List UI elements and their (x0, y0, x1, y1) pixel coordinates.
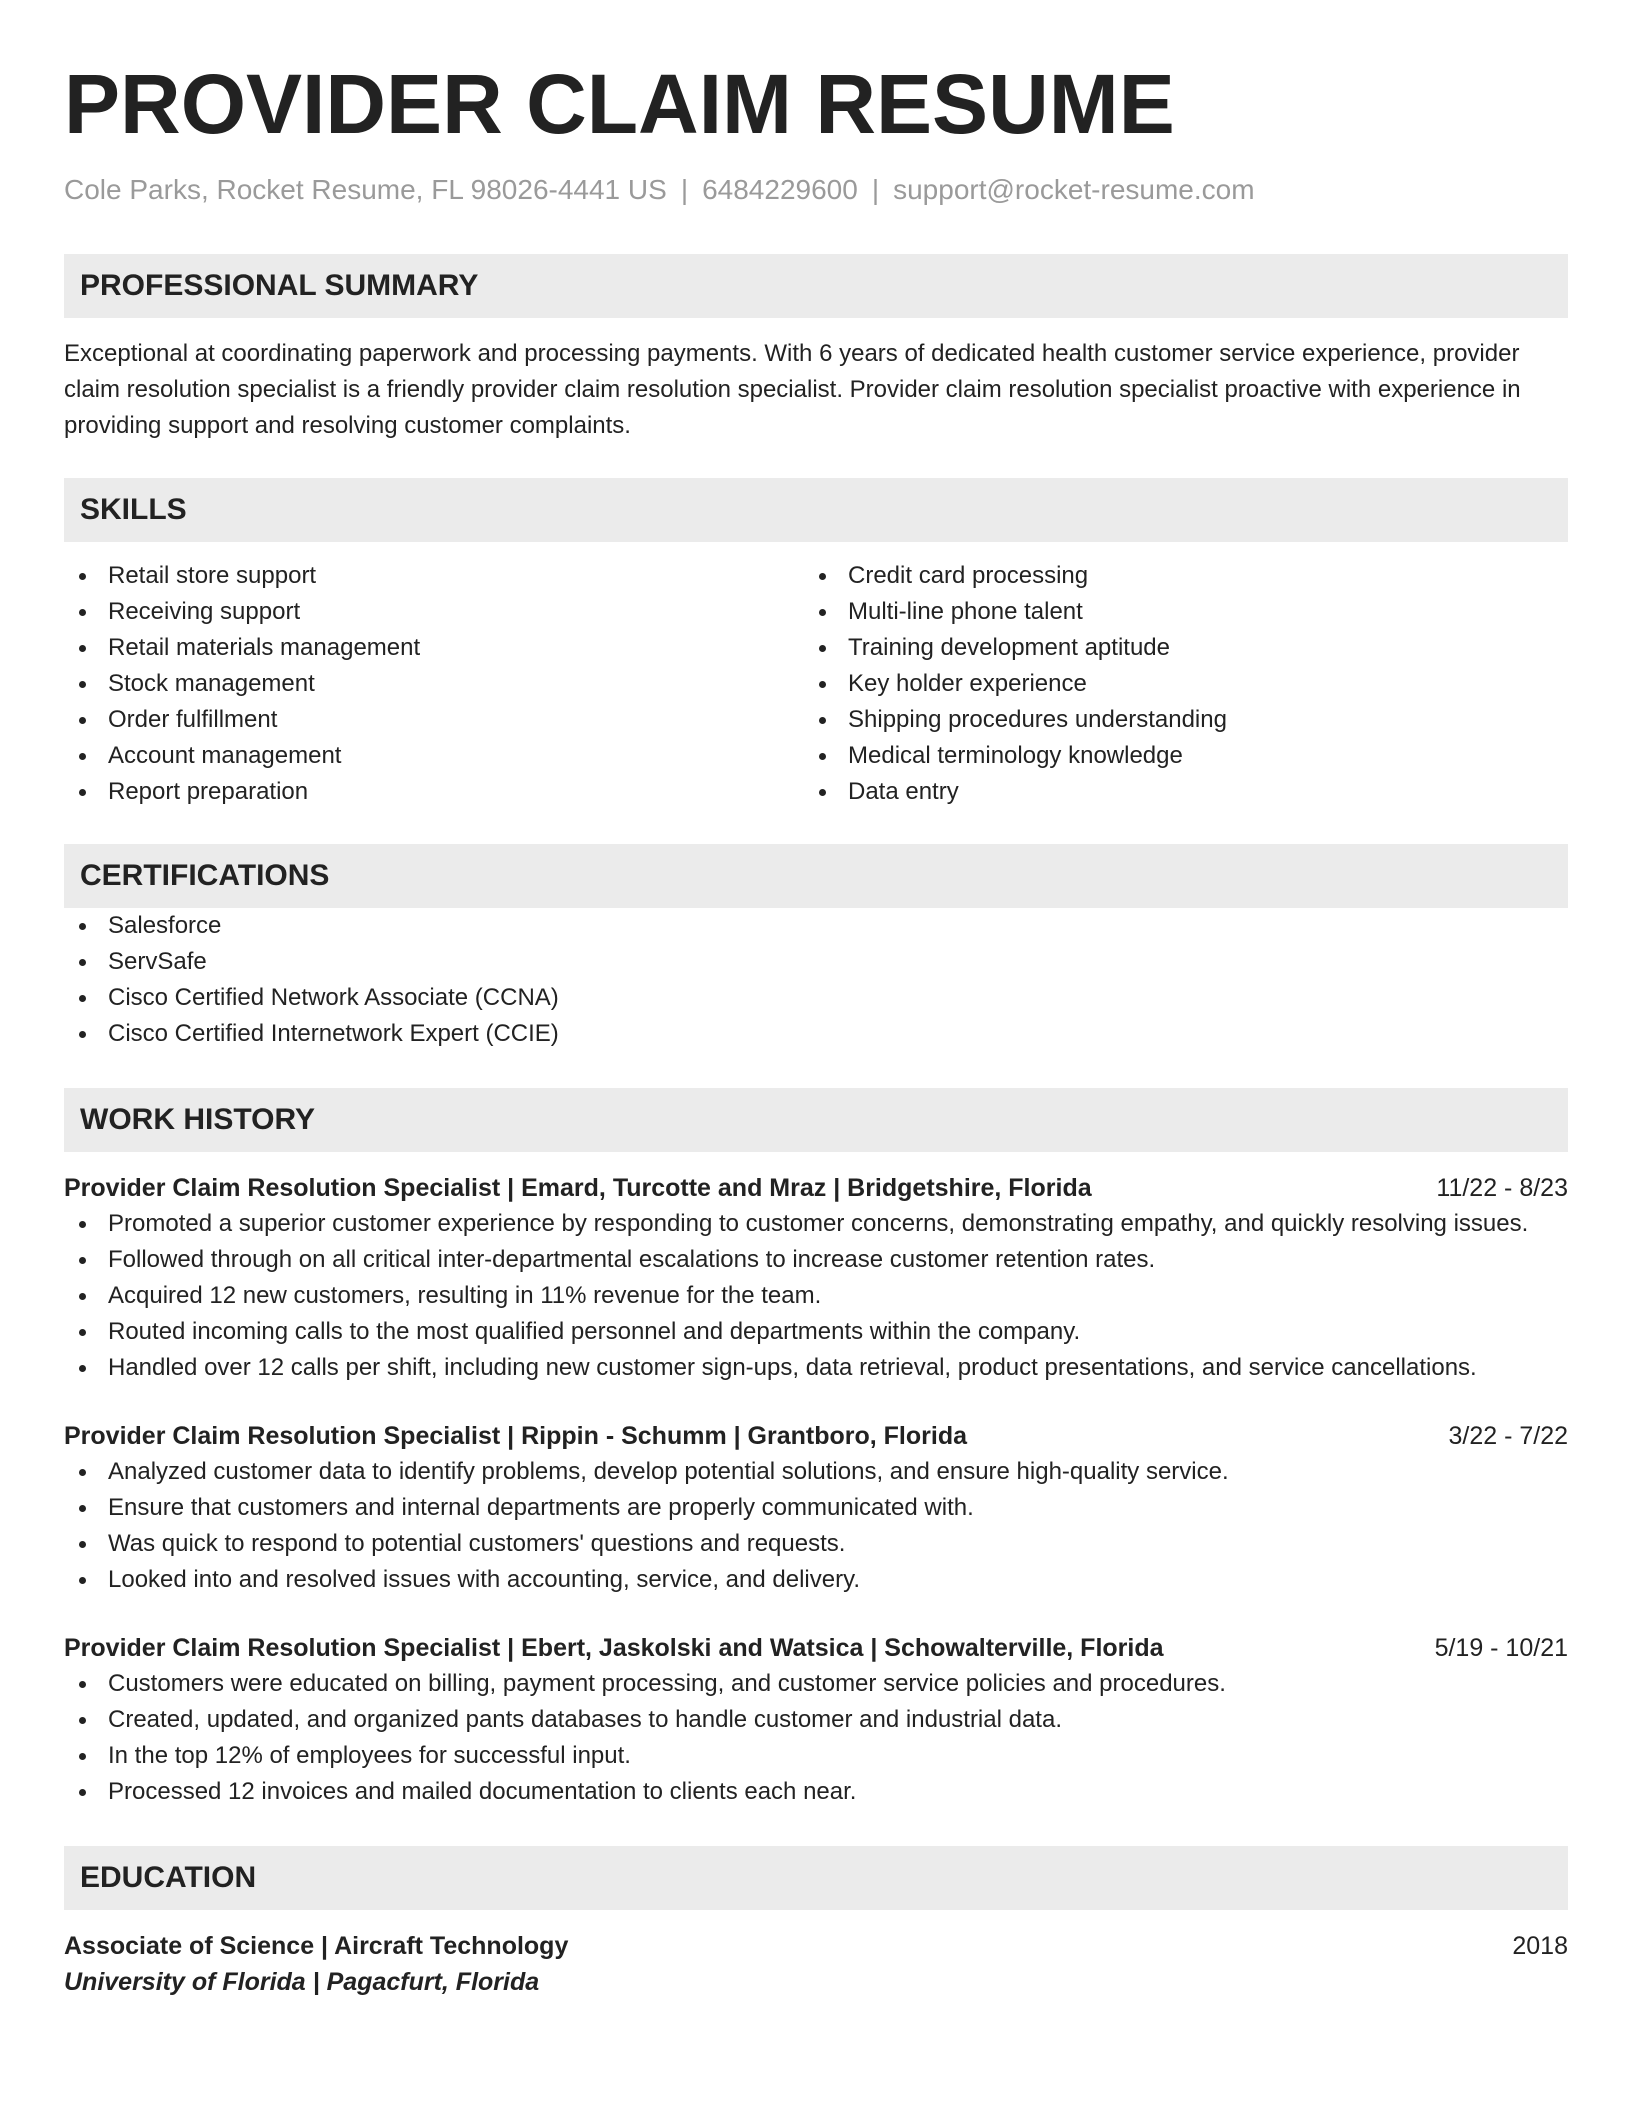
job-title: Provider Claim Resolution Specialist | Emard, Turcotte and Mraz | Bridgetshire, Florida (64, 1174, 1092, 1202)
certification-item: ServSafe (64, 944, 1568, 980)
summary-text: Exceptional at coordinating paperwork and processing payments. With 6 years of dedicated health customer service experience, provider claim resolution specialist is a friendly provider claim resolution specialist. Provider claim resolution specialist proactive with experience in providing support and resolving customer complaints. (64, 340, 1521, 439)
skill-item: Credit card processing (804, 558, 1568, 594)
contact-address: Cole Parks, Rocket Resume, FL 98026-4441 US (64, 174, 667, 205)
education-heading: EDUCATION (64, 1846, 1568, 1910)
certification-item: Cisco Certified Internetwork Expert (CCIE) (64, 1016, 1568, 1052)
skill-item: Key holder experience (804, 666, 1568, 702)
certification-item: Salesforce (64, 908, 1568, 944)
skill-item: Retail store support (64, 558, 804, 594)
education-degree: Associate of Science | Aircraft Technology (64, 1932, 569, 1960)
job-bullet: Promoted a superior customer experience by responding to customer concerns, demonstrating empathy, and quickly resolving issues. (64, 1206, 1568, 1242)
job-bullet: In the top 12% of employees for successful input. (64, 1738, 1568, 1774)
job-dates: 11/22 - 8/23 (1436, 1174, 1568, 1202)
contact-separator: | (680, 174, 689, 205)
skill-item: Account management (64, 738, 804, 774)
skill-item: Training development aptitude (804, 630, 1568, 666)
contact-phone: 6484229600 (702, 174, 858, 205)
job-bullets (64, 1206, 1568, 1386)
education-school: University of Florida | Pagacfurt, Florida (64, 1968, 540, 1996)
job-bullet: Created, updated, and organized pants databases to handle customer and industrial data. (64, 1702, 1568, 1738)
job-bullet: Acquired 12 new customers, resulting in 11% revenue for the team. (64, 1278, 1568, 1314)
job-dates: 3/22 - 7/22 (1448, 1422, 1568, 1450)
job-header (64, 1630, 1568, 1666)
job-bullet: Handled over 12 calls per shift, including new customer sign-ups, data retrieval, product presentations, and service cancellations. (64, 1350, 1568, 1386)
job-bullets (64, 1454, 1568, 1598)
job-entry (64, 1630, 1568, 1810)
skills-columns (64, 558, 1568, 810)
contact-line (64, 172, 1568, 208)
skills-column-left (64, 558, 804, 810)
skill-item: Stock management (64, 666, 804, 702)
job-header (64, 1170, 1568, 1206)
skill-item: Order fulfillment (64, 702, 804, 738)
certifications-list (64, 908, 1568, 1052)
job-bullets (64, 1666, 1568, 1810)
job-bullet: Ensure that customers and internal departments are properly communicated with. (64, 1490, 1568, 1526)
skills-list-right (804, 558, 1568, 810)
job-bullet: Customers were educated on billing, payment processing, and customer service policies and procedures. (64, 1666, 1568, 1702)
education-entry (64, 1928, 1568, 2000)
skill-item: Retail materials management (64, 630, 804, 666)
job-bullet: Processed 12 invoices and mailed documentation to clients each near. (64, 1774, 1568, 1810)
contact-email: support@rocket-resume.com (893, 174, 1255, 205)
work-history-heading: WORK HISTORY (64, 1088, 1568, 1152)
skill-item: Receiving support (64, 594, 804, 630)
job-bullet: Looked into and resolved issues with accounting, service, and delivery. (64, 1562, 1568, 1598)
certifications-heading: CERTIFICATIONS (64, 844, 1568, 908)
skill-item: Medical terminology knowledge (804, 738, 1568, 774)
contact-separator: | (871, 174, 880, 205)
skill-item: Shipping procedures understanding (804, 702, 1568, 738)
certification-item: Cisco Certified Network Associate (CCNA) (64, 980, 1568, 1016)
job-title: Provider Claim Resolution Specialist | Rippin - Schumm | Grantboro, Florida (64, 1422, 968, 1450)
job-bullet: Followed through on all critical inter-departmental escalations to increase customer retention rates. (64, 1242, 1568, 1278)
resume-title: PROVIDER CLAIM RESUME (64, 57, 1175, 151)
education-header (64, 1928, 1568, 1964)
job-bullet: Was quick to respond to potential customers' questions and requests. (64, 1526, 1568, 1562)
skill-item: Multi-line phone talent (804, 594, 1568, 630)
job-bullet: Routed incoming calls to the most qualified personnel and departments within the company. (64, 1314, 1568, 1350)
skills-list-left (64, 558, 804, 810)
job-entry (64, 1418, 1568, 1598)
job-dates: 5/19 - 10/21 (1434, 1634, 1568, 1662)
education-year: 2018 (1512, 1932, 1568, 1960)
job-bullet: Analyzed customer data to identify problems, develop potential solutions, and ensure high-quality service. (64, 1454, 1568, 1490)
job-title: Provider Claim Resolution Specialist | Ebert, Jaskolski and Watsica | Schowalterville, Florida (64, 1634, 1164, 1662)
job-header (64, 1418, 1568, 1454)
skill-item: Report preparation (64, 774, 804, 810)
summary-heading: PROFESSIONAL SUMMARY (64, 254, 1568, 318)
skills-column-right (804, 558, 1568, 810)
skills-heading: SKILLS (64, 478, 1568, 542)
job-entry (64, 1170, 1568, 1386)
skill-item: Data entry (804, 774, 1568, 810)
